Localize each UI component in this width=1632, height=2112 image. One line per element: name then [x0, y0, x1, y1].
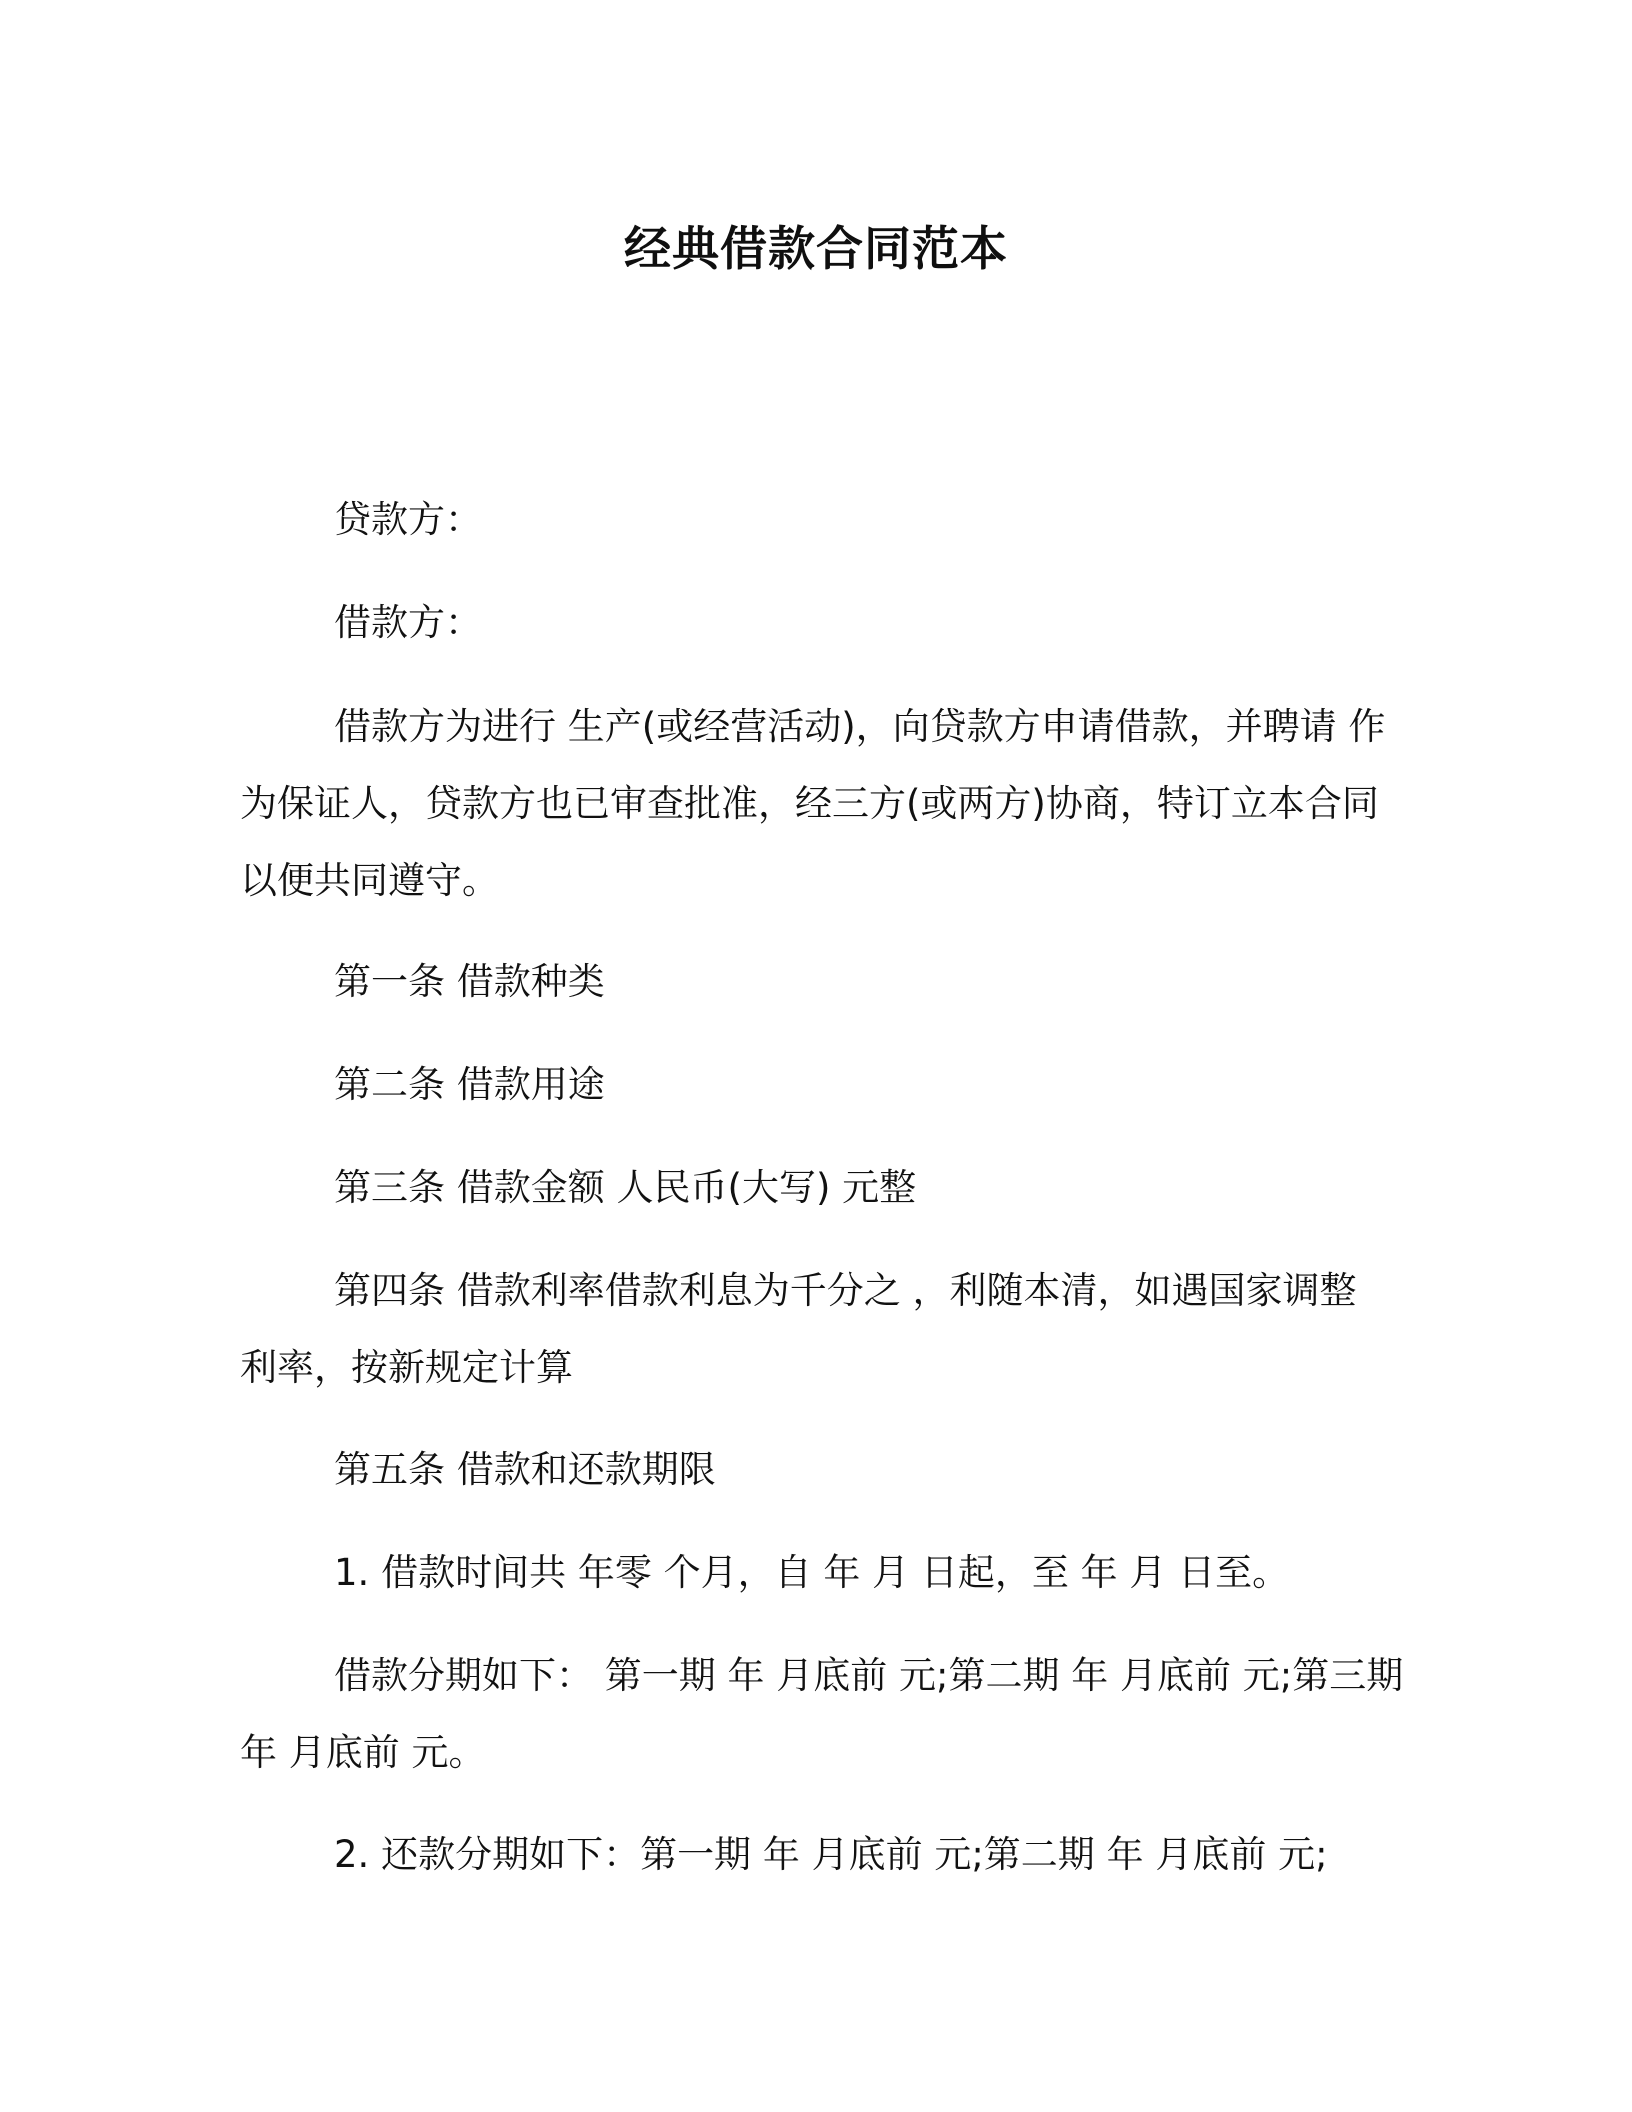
paragraph-line: 借款方为进行 生产(或经营活动)，向贷款方申请借款，并聘请 作 [334, 705, 1386, 748]
paragraph-line: 2. 还款分期如下：第一期 年 月底前 元;第二期 年 月底前 元; [334, 1833, 1328, 1876]
paragraph-line: 以便共同遵守。 [240, 859, 499, 902]
document-title: 经典借款合同范本 [624, 222, 1008, 277]
installments-paragraph [240, 1637, 1404, 1791]
paragraph-line: 第二条 借款用途 [334, 1063, 605, 1106]
article-5 [240, 1431, 1390, 1508]
article-3 [240, 1149, 1390, 1226]
article-2 [240, 1046, 1390, 1123]
paragraph-line: 借款方： [334, 601, 482, 644]
borrower-line [240, 584, 1390, 661]
paragraph-line: 第五条 借款和还款期限 [334, 1448, 716, 1491]
paragraph-line: 为保证人，贷款方也已审查批准，经三方(或两方)协商，特订立本合同 [240, 782, 1379, 825]
paragraph-line: 第一条 借款种类 [334, 960, 605, 1003]
clause-5-2 [240, 1816, 1390, 1893]
article-1 [240, 943, 1390, 1020]
paragraph-line: 利率，按新规定计算 [240, 1346, 573, 1389]
paragraph-line: 第三条 借款金额 人民币(大写) 元整 [334, 1166, 917, 1209]
paragraph-line: 年 月底前 元。 [240, 1731, 486, 1774]
preamble-paragraph [240, 688, 1390, 919]
article-4 [240, 1252, 1390, 1406]
paragraph-line: 第四条 借款利率借款利息为千分之 ，利随本清，如遇国家调整 [334, 1269, 1357, 1312]
paragraph-line: 借款分期如下： 第一期 年 月底前 元;第二期 年 月底前 元;第三期 [334, 1654, 1404, 1697]
clause-5-1 [240, 1534, 1390, 1611]
lender-line [240, 481, 1390, 558]
paragraph-line: 1. 借款时间共 年零 个月，自 年 月 日起，至 年 月 日至。 [334, 1551, 1290, 1594]
paragraph-line: 贷款方： [334, 498, 482, 541]
